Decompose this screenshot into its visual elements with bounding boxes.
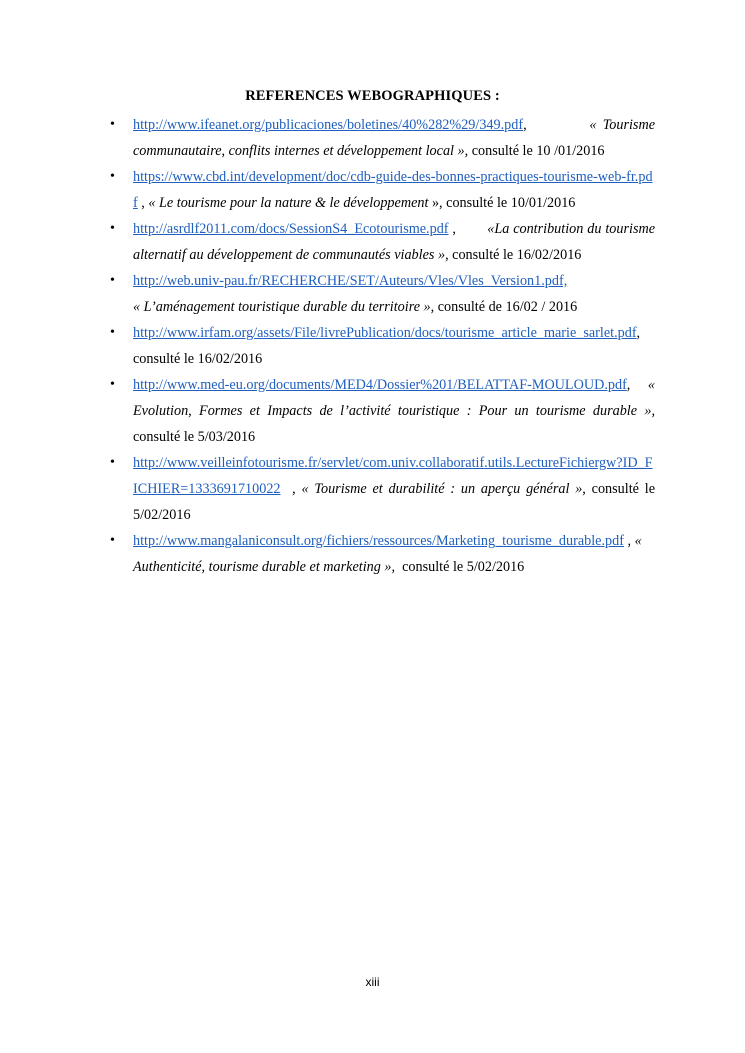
consulted-date: consulté le 10 /01/2016 (468, 143, 605, 159)
bullet-icon: • (110, 325, 115, 340)
separator: , (280, 481, 302, 497)
consulted-date: , consulté le 16/02/2016 (445, 247, 582, 263)
page-number: xiii (365, 975, 380, 989)
reference-title: « Authenticité, tourisme durable et marketing », (133, 533, 642, 575)
reference-item (110, 216, 656, 268)
separator: , (523, 117, 590, 133)
reference-item (110, 164, 655, 216)
bullet-icon: • (110, 169, 115, 184)
reference-item (110, 268, 655, 320)
bullet-icon: • (110, 273, 115, 288)
reference-link[interactable]: https://www.cbd.int/development/doc/cdb-guide-des-bonnes-practiques-tourisme-web-fr.pdf (133, 169, 653, 211)
reference-list (110, 112, 656, 580)
section-heading: REFERENCES WEBOGRAPHIQUES : (245, 88, 500, 104)
reference-title: « Tourisme et durabilité : un aperçu général », (301, 481, 586, 497)
consulted-date: consulté de 16/02 / 2016 (434, 299, 578, 315)
separator: , (636, 325, 641, 341)
reference-link[interactable]: http://web.univ-pau.fr/RECHERCHE/SET/Auteurs/Vles/Vles_Version1.pdf, (133, 273, 568, 289)
reference-link[interactable]: http://www.irfam.org/assets/File/livrePublication/docs/tourisme_article_marie_sarlet.pdf (133, 325, 637, 341)
reference-item (110, 372, 655, 450)
bullet-icon: • (110, 533, 115, 548)
bullet-icon: • (110, 377, 115, 392)
reference-title: « Evolution, Formes et Impacts de l’activité touristique : Pour un tourisme durable », (133, 377, 655, 419)
reference-title: «La contribution du tourisme alternatif au développement de communautés viables » (133, 221, 656, 263)
consulted-date: consulté le 5/03/2016 (133, 429, 256, 445)
consulted-date: consulté le 5/02/2016 (133, 481, 655, 523)
bullet-icon: • (110, 455, 115, 470)
reference-title: « L’aménagement touristique durable du territoire », (133, 299, 435, 315)
reference-link[interactable]: http://asrdlf2011.com/docs/SessionS4_Ecotourisme.pdf (133, 221, 449, 237)
reference-title: « Tourisme communautaire, conflits internes et développement local », (133, 117, 655, 159)
consulted-date: consulté le 5/02/2016 (395, 559, 525, 575)
reference-item (110, 320, 655, 372)
reference-link[interactable]: http://www.veilleinfotourisme.fr/servlet/com.univ.collaboratif.utils.LectureFichiergw?ID_FICHIER=1333691710022 (133, 455, 653, 497)
bullet-icon: • (110, 221, 115, 236)
reference-item (110, 112, 655, 164)
bullet-icon: • (110, 117, 115, 132)
reference-item (110, 528, 655, 580)
reference-item (110, 450, 655, 528)
reference-link[interactable]: http://www.med-eu.org/documents/MED4/Dossier%201/BELATTAF-MOULOUD.pdf (133, 377, 627, 393)
separator: , (626, 377, 648, 393)
reference-link[interactable]: http://www.ifeanet.org/publicaciones/boletines/40%282%29/349.pdf (133, 117, 524, 133)
separator: , (137, 195, 149, 211)
separator: , (448, 221, 488, 237)
consulted-date: consulté le 16/02/2016 (133, 351, 263, 367)
consulted-date: », consulté le 10/01/2016 (428, 195, 576, 211)
separator: , (623, 533, 635, 549)
reference-title: « Le tourisme pour la nature & le développement (148, 195, 429, 211)
reference-link[interactable]: http://www.mangalaniconsult.org/fichiers/ressources/Marketing_tourisme_durable.pdf (133, 533, 624, 549)
